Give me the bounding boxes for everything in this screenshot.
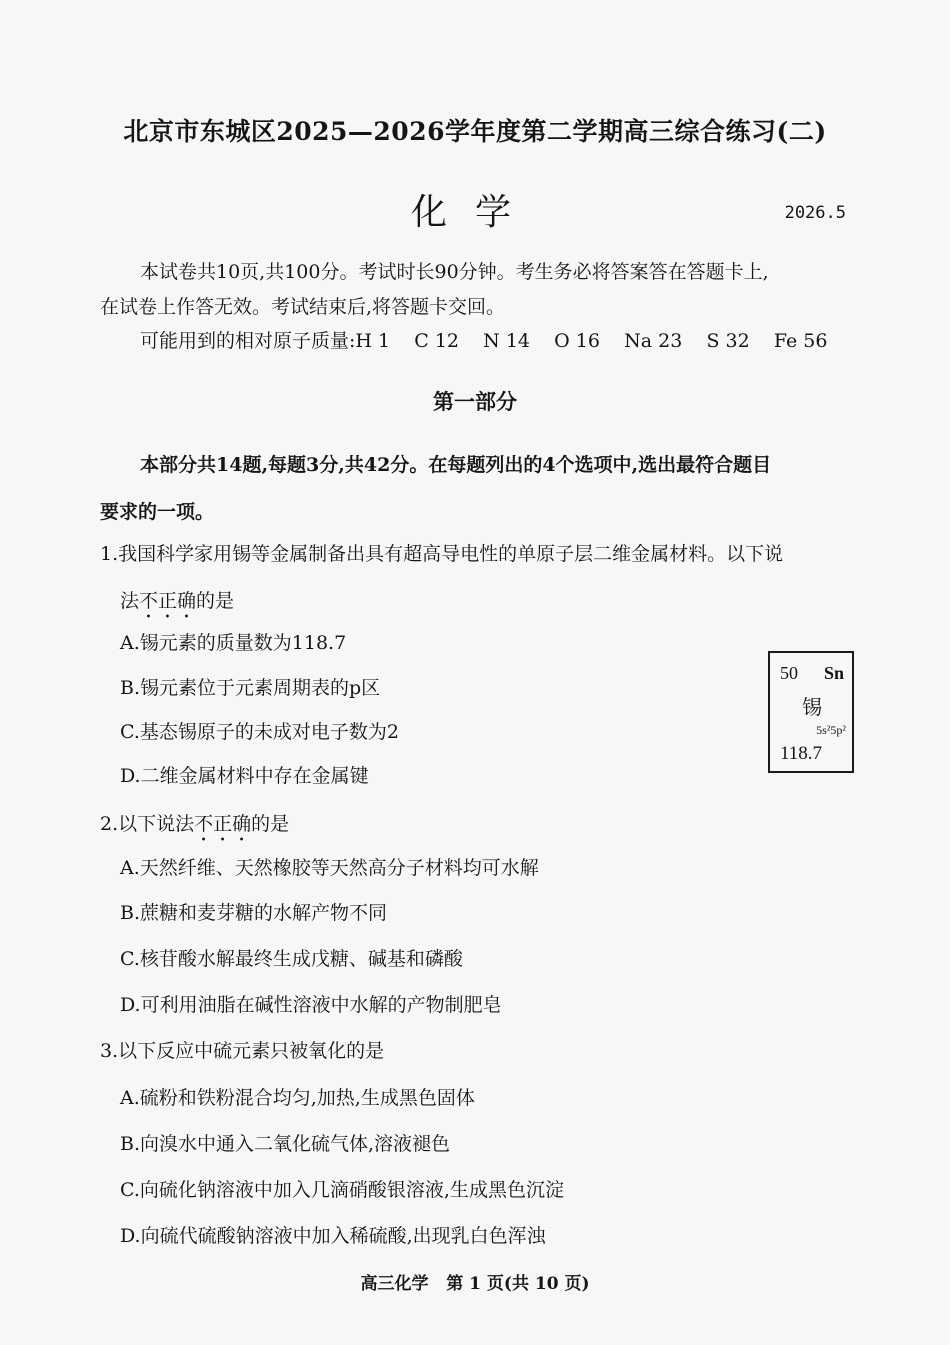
question-1-stem-line-2	[120, 590, 234, 623]
question-1-stem-post: 的是	[196, 590, 235, 612]
section-title: 第一部分	[433, 389, 517, 414]
question-2-option-c: C.核苷酸水解最终生成戊糖、碱基和磷酸	[120, 948, 463, 970]
question-2-option-a: A.天然纤维、天然橡胶等天然高分子材料均可水解	[120, 857, 539, 879]
question-1-emphasis: 不正确	[139, 590, 197, 612]
question-1-stem-pre: 法	[120, 590, 140, 612]
question-3-option-a: A.硫粉和铁粉混合均匀,加热,生成黑色固体	[120, 1087, 475, 1109]
question-2-emphasis: 不正确	[194, 813, 252, 835]
page-footer: 高三化学 第 1 页(共 10 页)	[360, 1274, 590, 1294]
section-intro-line-1: 本部分共14题,每题3分,共42分。在每题列出的4个选项中,选出最符合题目	[140, 454, 772, 476]
question-3-option-b: B.向溴水中通入二氧化硫气体,溶液褪色	[120, 1133, 451, 1155]
question-2-stem-pre: 2.以下说法	[100, 813, 195, 835]
tin-element-card	[768, 651, 854, 773]
question-1-option-c: C.基态锡原子的未成对电子数为2	[120, 721, 399, 743]
instructions-line-2: 在试卷上作答无效。考试结束后,将答题卡交回。	[100, 296, 506, 318]
subject-title: 化学	[410, 192, 539, 233]
element-symbol: Sn	[823, 663, 844, 683]
question-3-option-c: C.向硫化钠溶液中加入几滴硝酸银溶液,生成黑色沉淀	[120, 1179, 564, 1201]
instructions-line-1: 本试卷共10页,共100分。考试时长90分钟。考生务必将答案答在答题卡上,	[140, 261, 769, 283]
atomic-mass: 118.7	[780, 743, 823, 764]
exam-date: 2026.5	[784, 203, 846, 223]
question-2-option-d: D.可利用油脂在碱性溶液中水解的产物制肥皂	[120, 994, 502, 1016]
question-1-stem-line-1: 1.我国科学家用锡等金属制备出具有超高导电性的单原子层二维金属材料。以下说	[100, 543, 784, 565]
question-2-stem-post: 的是	[251, 813, 290, 835]
question-3-stem: 3.以下反应中硫元素只被氧化的是	[100, 1040, 385, 1062]
element-name: 锡	[802, 697, 822, 719]
section-intro-line-2: 要求的一项。	[100, 501, 215, 523]
atomic-masses: 可能用到的相对原子质量:H 1 C 12 N 14 O 16 Na 23 S 32 Fe 56	[140, 330, 828, 352]
question-1-option-a: A.锡元素的质量数为118.7	[120, 632, 347, 654]
question-2-stem	[100, 813, 289, 846]
question-3-option-d: D.向硫代硫酸钠溶液中加入稀硫酸,出现乳白色浑浊	[120, 1225, 546, 1247]
question-1-option-b: B.锡元素位于元素周期表的p区	[120, 677, 381, 699]
electron-configuration: 5s²5p²	[816, 723, 846, 737]
atomic-number: 50	[780, 663, 798, 683]
question-2-option-b: B.蔗糖和麦芽糖的水解产物不同	[120, 902, 388, 924]
exam-title: 北京市东城区2025—2026学年度第二学期高三综合练习(二)	[123, 117, 827, 146]
question-1-option-d: D.二维金属材料中存在金属键	[120, 765, 369, 787]
